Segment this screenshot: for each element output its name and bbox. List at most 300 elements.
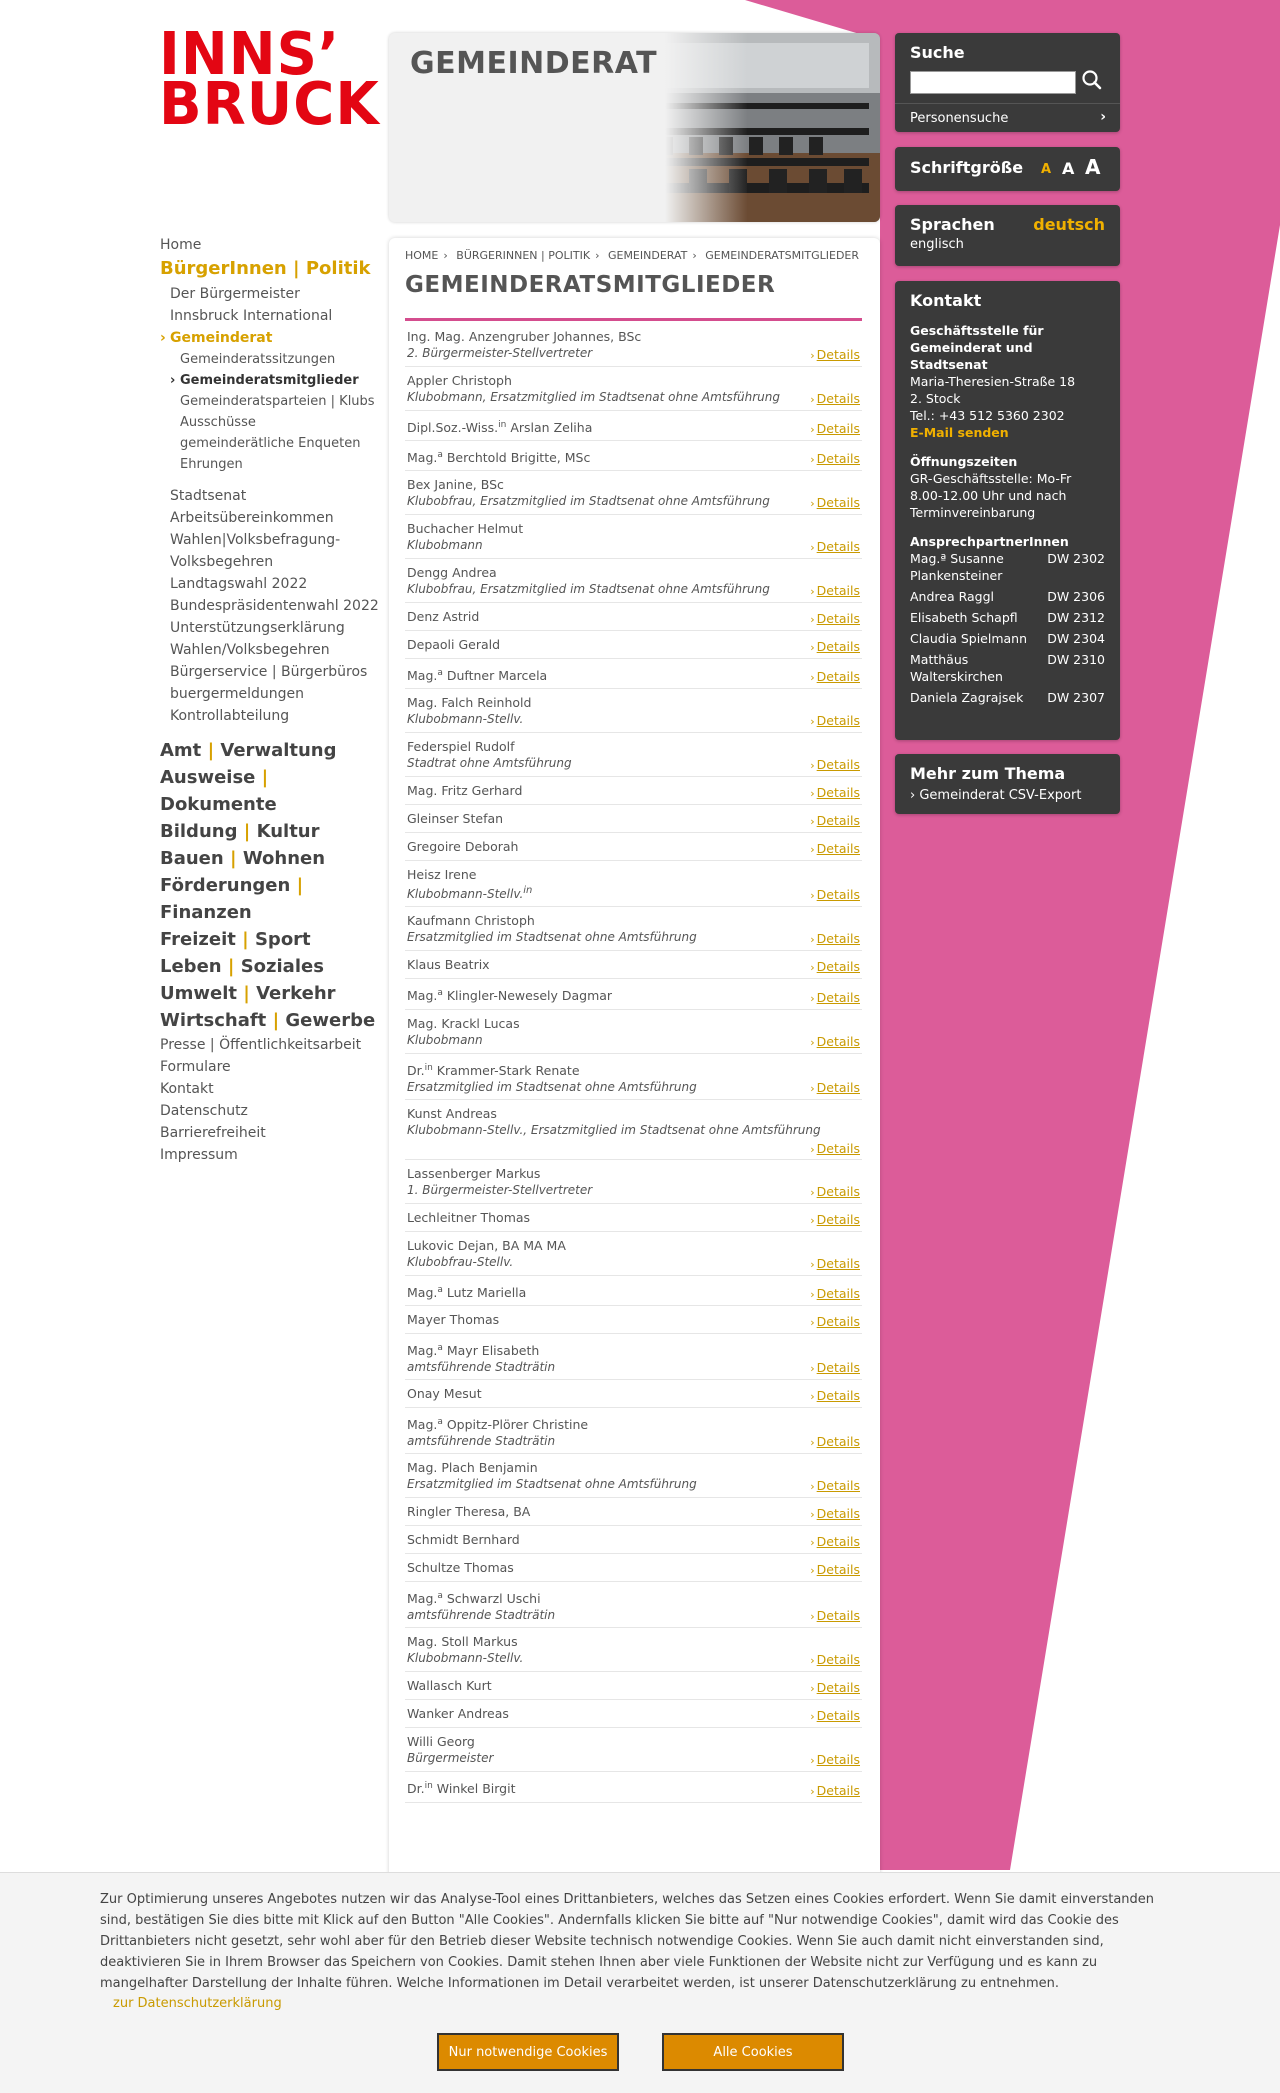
nav-main-label-b: Wohnen xyxy=(242,848,326,869)
font-size-small[interactable]: A xyxy=(1041,162,1052,177)
details-label: Details xyxy=(816,959,860,975)
member-details-link[interactable] xyxy=(810,1708,860,1723)
search-button[interactable] xyxy=(1079,67,1105,93)
contact-person-row xyxy=(910,689,1105,706)
member-role-text: Stadtrat ohne Amtsführung xyxy=(407,756,572,771)
person-search-link[interactable]: Personensuche xyxy=(910,111,1009,126)
chevron-right-icon: › xyxy=(810,787,815,801)
details-label: Details xyxy=(816,1183,860,1199)
details-label: Details xyxy=(816,1079,860,1095)
member-name-text: Denz Astrid xyxy=(407,609,480,625)
member-role-text: Klubobmann-Stellv. xyxy=(407,887,524,902)
member-row xyxy=(405,659,862,689)
nav-main-label-a: Leben xyxy=(160,956,222,977)
contact-person-row xyxy=(910,588,1105,605)
member-role-text: Bürgermeister xyxy=(407,1751,494,1766)
nav-main-category[interactable] xyxy=(160,872,380,926)
chevron-right-icon: › xyxy=(810,1287,815,1301)
member-details-link[interactable] xyxy=(810,451,860,466)
member-row xyxy=(405,1554,862,1582)
member-role-text: Klubobfrau-Stellv. xyxy=(407,1254,514,1269)
member-details-link[interactable] xyxy=(810,1680,860,1695)
site-logo[interactable] xyxy=(159,20,380,139)
chevron-right-icon: › xyxy=(810,641,815,655)
chevron-right-icon: › xyxy=(810,453,815,467)
chevron-right-icon: › xyxy=(810,1536,815,1550)
member-role xyxy=(407,581,862,597)
member-name-text: Krammer-Stark Renate xyxy=(432,1062,580,1078)
details-label: Details xyxy=(816,1534,860,1550)
contact-person-extension: DW 2306 xyxy=(1047,589,1105,604)
member-name-text: Lassenberger Markus xyxy=(407,1165,541,1181)
chevron-right-icon: › xyxy=(810,1508,815,1522)
member-role-text: Ersatzmitglied im Stadtsenat ohne Amtsführung xyxy=(407,1079,697,1094)
nav-main-category[interactable] xyxy=(160,818,380,845)
nav-gemeinderat[interactable] xyxy=(160,327,380,349)
search-panel xyxy=(895,33,1120,132)
member-details-link[interactable] xyxy=(810,1478,860,1493)
nav-barrierefreiheit[interactable]: Barrierefreiheit xyxy=(160,1125,266,1141)
member-role-text: Ersatzmitglied im Stadtsenat ohne Amtsführung xyxy=(407,930,697,945)
member-name-text: Wanker Andreas xyxy=(407,1706,509,1722)
member-role-text: Klubobmann xyxy=(407,1032,483,1047)
chevron-right-icon: › xyxy=(810,889,815,903)
chevron-right-icon: › xyxy=(160,330,166,346)
member-details-link[interactable] xyxy=(810,391,860,406)
member-title-suffix: a xyxy=(437,1284,443,1295)
nav-main-category[interactable] xyxy=(160,980,380,1007)
nav-gemeinderatsparteien[interactable]: Gemeinderatsparteien | Klubs xyxy=(180,394,375,409)
member-row xyxy=(405,1454,862,1498)
details-label: Details xyxy=(816,841,860,857)
member-row xyxy=(405,323,862,367)
chevron-right-icon: › xyxy=(810,541,815,555)
member-name xyxy=(407,1634,862,1650)
contact-person-extension: DW 2304 xyxy=(1047,631,1105,646)
chevron-right-icon: › xyxy=(810,1035,815,1049)
member-name xyxy=(407,1778,862,1797)
member-row xyxy=(405,1100,862,1160)
member-name xyxy=(407,1282,862,1301)
member-role-text: Klubobmann, Ersatzmitglied im Stadtsenat ohne Amtsführung xyxy=(407,390,780,404)
contact-person-name: Andrea Raggl xyxy=(910,589,995,604)
member-row xyxy=(405,1672,862,1700)
member-row xyxy=(405,907,862,951)
nav-ehrungen[interactable]: Ehrungen xyxy=(180,457,243,472)
details-label: Details xyxy=(816,887,860,903)
member-title: Dipl.Soz.-Wiss. xyxy=(407,420,499,436)
member-details-link[interactable] xyxy=(810,1608,860,1623)
member-title: Mag. xyxy=(407,1417,438,1433)
member-name xyxy=(407,1166,862,1182)
member-name xyxy=(407,1238,862,1254)
member-details-link[interactable] xyxy=(810,1360,860,1375)
left-navigation xyxy=(160,236,380,1166)
member-row xyxy=(405,1334,862,1380)
nav-main-label-b: Kultur xyxy=(256,821,320,842)
chevron-right-icon: › xyxy=(810,759,815,773)
member-row xyxy=(405,689,862,733)
member-details-link[interactable] xyxy=(810,1286,860,1301)
nav-impressum[interactable]: Impressum xyxy=(160,1147,238,1163)
nav-buergermeldungen[interactable]: buergermeldungen xyxy=(170,686,305,702)
language-current: deutsch xyxy=(1033,215,1105,234)
member-name-text: Kaufmann Christoph xyxy=(407,913,535,929)
nav-kontakt[interactable]: Kontakt xyxy=(160,1081,214,1097)
member-details-link[interactable] xyxy=(810,495,860,510)
details-label: Details xyxy=(816,1033,860,1049)
member-row xyxy=(405,1526,862,1554)
member-name-text: Lukovic Dejan, BA MA MA xyxy=(407,1237,566,1253)
member-details-link[interactable] xyxy=(810,1434,860,1449)
member-name-text: Heisz Irene xyxy=(407,867,477,883)
member-name xyxy=(407,783,862,799)
member-details-link[interactable] xyxy=(810,1752,860,1767)
breadcrumb-current: GEMEINDERATSMITGLIEDER xyxy=(705,249,860,262)
breadcrumb-separator: › xyxy=(692,249,697,262)
csv-export-link[interactable] xyxy=(910,788,1105,803)
nav-main-category[interactable] xyxy=(160,764,380,818)
search-input[interactable] xyxy=(910,71,1076,94)
member-name-text: Gleinser Stefan xyxy=(407,811,504,827)
member-role xyxy=(407,1122,862,1138)
title-divider xyxy=(405,318,862,321)
chevron-right-icon: › xyxy=(810,349,815,362)
details-label: Details xyxy=(816,1782,860,1798)
hours-text: GR-Geschäftsstelle: Mo-Fr 8.00-12.00 Uhr und nach Terminvereinbarung xyxy=(910,471,1072,520)
member-name xyxy=(407,637,862,653)
nav-der-buergermeister[interactable]: Der Bürgermeister xyxy=(170,286,300,302)
nav-buergerservice[interactable]: Bürgerservice | Bürgerbüros xyxy=(170,664,368,680)
member-name xyxy=(407,811,862,827)
nav-formulare[interactable]: Formulare xyxy=(160,1059,231,1075)
member-name-text: Federspiel Rudolf xyxy=(407,739,515,755)
privacy-link[interactable]: zur Datenschutzerklärung xyxy=(113,1996,282,2011)
member-name xyxy=(407,1560,862,1576)
member-details-link[interactable] xyxy=(810,1184,860,1199)
member-role xyxy=(407,1750,862,1766)
chevron-right-icon: › xyxy=(810,961,815,975)
member-name-text: Mag. Plach Benjamin xyxy=(407,1460,538,1476)
logo-line-1: INNS’ xyxy=(159,20,341,89)
nav-main-category[interactable] xyxy=(160,737,380,764)
member-name-text: Klingler-Newesely Dagmar xyxy=(442,988,613,1004)
member-name xyxy=(407,1016,862,1032)
details-label: Details xyxy=(816,1255,860,1271)
nav-main-label-a: Umwelt xyxy=(160,983,237,1004)
member-details-link[interactable] xyxy=(810,813,860,828)
member-details-link[interactable] xyxy=(810,583,860,598)
member-role-text: Klubobmann-Stellv., Ersatzmitglied im Stadtsenat ohne Amtsführung xyxy=(407,1122,821,1137)
nav-main-label-a: Ausweise xyxy=(160,767,256,788)
member-name-text: Berchtold Brigitte, MSc xyxy=(442,450,591,466)
nav-main-label-a: Bauen xyxy=(160,848,224,869)
cookie-text: Zur Optimierung unseres Angebotes nutzen wir das Analyse-Tool eines Drittanbieters, welches das Setzen eines Cookies erfordert. Wenn Sie damit einverstanden sind, bestätigen Sie dies bitte mit Klick auf den Button "Alle Cookies". Andernfalls klicken Sie bitte auf "Nur notwendige Cookies", damit wird das Cookie des Drittanbieters nicht gesetzt, sehr wohl aber für den Betrieb dieser Website technisch notwendige Cookies. Wenn Sie auch damit nicht einverstanden sind, deaktivieren Sie in Ihrem Browser das Speichern von Cookies. Damit stehen Ihnen aber viele Funktionen der Website nicht zur Verfügung und es kann zu mangelhafter Darstellung der Inhalte führen. Welche Informationen im Detail verarbeitet werden, ist unserer Datenschutzerklärung zu entnehmen. xyxy=(100,1892,1155,1991)
nav-main-label-a: Amt xyxy=(160,740,202,761)
breadcrumb-buergerinnen[interactable]: BÜRGERINNEN | POLITIK xyxy=(456,249,591,262)
nav-unterstuetzungserklaerung[interactable]: Unterstützungserklärung xyxy=(170,620,345,636)
contact-person-row xyxy=(910,651,1105,685)
details-label: Details xyxy=(816,713,860,729)
member-row xyxy=(405,1232,862,1276)
member-name xyxy=(407,373,862,389)
member-name-text: Gregoire Deborah xyxy=(407,839,519,855)
nav-main-label-a: Wirtschaft xyxy=(160,1010,267,1031)
member-row xyxy=(405,441,862,471)
member-row xyxy=(405,777,862,805)
member-name-text: Wallasch Kurt xyxy=(407,1678,492,1694)
details-label: Details xyxy=(816,451,860,467)
nav-main-label-b: Verwaltung xyxy=(220,740,337,761)
details-label: Details xyxy=(816,639,860,655)
chevron-right-icon: › xyxy=(810,991,815,1005)
member-row xyxy=(405,1628,862,1672)
member-title-suffix: a xyxy=(437,1417,443,1428)
details-label: Details xyxy=(816,1562,860,1578)
nav-arbeitsuebereinkommen[interactable]: Arbeitsübereinkommen xyxy=(170,510,334,526)
member-name xyxy=(407,839,862,855)
member-title-suffix: in xyxy=(424,1781,433,1792)
member-name-text: Mag. Falch Reinhold xyxy=(407,695,532,711)
necessary-cookies-button[interactable]: Nur notwendige Cookies xyxy=(437,2033,619,2071)
member-row xyxy=(405,1380,862,1408)
member-name-text: Arslan Zeliha xyxy=(506,420,593,436)
font-size-medium[interactable]: A xyxy=(1062,159,1075,178)
member-row xyxy=(405,861,862,907)
contact-person-name: Elisabeth Schapfl xyxy=(910,610,1018,625)
nav-gemeinderatsmitglieder[interactable] xyxy=(160,370,380,391)
member-row xyxy=(405,1276,862,1306)
nav-main-category[interactable] xyxy=(160,953,380,980)
member-details-link[interactable] xyxy=(810,931,860,946)
details-label: Details xyxy=(816,1680,860,1696)
page-title: GEMEINDERATSMITGLIEDER xyxy=(405,272,776,298)
member-details-link[interactable] xyxy=(810,1783,860,1798)
chevron-right-icon: › xyxy=(810,815,815,829)
breadcrumb-gemeinderat[interactable]: GEMEINDERAT xyxy=(607,249,688,262)
member-details-link[interactable] xyxy=(810,1388,860,1403)
member-name xyxy=(407,1532,862,1548)
breadcrumb-home[interactable]: HOME xyxy=(405,249,439,262)
nav-wahlen-volksbegehren[interactable]: Wahlen/Volksbegehren xyxy=(170,642,330,658)
member-title-suffix: a xyxy=(437,668,443,679)
nav-main-category[interactable] xyxy=(160,845,380,872)
member-role-text: Klubobfrau, Ersatzmitglied im Stadtsenat ohne Amtsführung xyxy=(407,494,770,509)
member-row xyxy=(405,979,862,1009)
member-name xyxy=(407,1734,862,1750)
member-details-link[interactable] xyxy=(810,1256,860,1271)
member-role xyxy=(407,1433,862,1449)
nav-presse[interactable]: Presse | Öffentlichkeitsarbeit xyxy=(160,1037,362,1053)
member-details-link[interactable] xyxy=(810,785,860,800)
member-details-link[interactable] xyxy=(810,1080,860,1095)
contact-email-link[interactable]: E-Mail senden xyxy=(910,425,1009,440)
chevron-right-icon: › xyxy=(810,1081,815,1095)
separator: | xyxy=(223,848,243,869)
details-label: Details xyxy=(816,1285,860,1301)
nav-main-category[interactable] xyxy=(160,1007,380,1034)
member-name xyxy=(407,1678,862,1694)
contact-title: Kontakt xyxy=(910,291,982,310)
member-details-link[interactable] xyxy=(810,1534,860,1549)
member-name-text: Dengg Andrea xyxy=(407,565,497,581)
all-cookies-button[interactable]: Alle Cookies xyxy=(662,2033,844,2071)
font-size-large[interactable]: A xyxy=(1085,155,1101,179)
chevron-right-icon: › xyxy=(810,585,815,599)
nav-main-label-a: Freizeit xyxy=(160,929,236,950)
member-details-link[interactable] xyxy=(810,990,860,1005)
member-details-link[interactable] xyxy=(810,1212,860,1227)
nav-main-label-b: Verkehr xyxy=(256,983,336,1004)
member-title-suffix: in xyxy=(498,420,507,430)
details-label: Details xyxy=(816,347,860,362)
member-details-link[interactable] xyxy=(810,1506,860,1521)
member-name-text: Willi Georg xyxy=(407,1734,475,1750)
separator: | xyxy=(236,983,257,1004)
member-name xyxy=(407,1504,862,1520)
nav-innsbruck-international[interactable]: Innsbruck International xyxy=(170,308,333,324)
contact-person-extension: DW 2312 xyxy=(1047,610,1105,625)
member-name xyxy=(407,1312,862,1328)
member-details-link[interactable] xyxy=(810,421,860,436)
member-role xyxy=(407,1359,862,1375)
contact-person-extension: DW 2307 xyxy=(1047,690,1105,705)
member-title: Mag. xyxy=(407,450,438,466)
member-name-text: Mag. Stoll Markus xyxy=(407,1634,518,1650)
language-english[interactable]: englisch xyxy=(910,237,964,252)
language-title: Sprachen xyxy=(910,215,995,234)
contact-person-name: Claudia Spielmann xyxy=(910,631,1028,646)
member-details-link[interactable] xyxy=(810,757,860,772)
member-details-link[interactable] xyxy=(810,1034,860,1049)
member-row xyxy=(405,1772,862,1802)
language-panel xyxy=(895,205,1120,266)
member-title-suffix: a xyxy=(437,988,443,999)
nav-main-label-a: Bildung xyxy=(160,821,238,842)
nav-home[interactable]: Home xyxy=(160,237,202,253)
details-label: Details xyxy=(816,1313,860,1329)
member-name-text: Oppitz-Plörer Christine xyxy=(442,1417,589,1433)
member-row xyxy=(405,1582,862,1628)
nav-gemeinderatssitzungen[interactable]: Gemeinderatssitzungen xyxy=(180,352,336,367)
details-label: Details xyxy=(816,813,860,829)
member-role xyxy=(407,389,862,405)
nav-kontrollabteilung[interactable]: Kontrollabteilung xyxy=(170,708,290,724)
nav-ausschuesse[interactable]: Ausschüsse xyxy=(180,415,256,430)
contact-person-name: Mag.ª Susanne Plankensteiner xyxy=(910,551,1004,583)
member-details-link[interactable] xyxy=(810,1562,860,1577)
member-role-text: amtsführende Stadträtin xyxy=(407,1608,556,1623)
member-details-link[interactable] xyxy=(810,713,860,728)
nav-bundespraesidentenwahl[interactable]: Bundespräsidentenwahl 2022 xyxy=(170,598,379,614)
chevron-right-icon: › xyxy=(810,1784,815,1798)
member-name-text: Depaoli Gerald xyxy=(407,637,501,653)
contact-person-extension: DW 2310 xyxy=(1047,652,1105,667)
chevron-right-icon: › xyxy=(810,1610,815,1624)
member-title-suffix: in xyxy=(424,1062,433,1073)
nav-stadtsenat[interactable]: Stadtsenat xyxy=(170,488,247,504)
header-title: GEMEINDERAT xyxy=(410,46,658,81)
chevron-right-icon: › xyxy=(810,1142,815,1156)
member-name-text: Lechleitner Thomas xyxy=(407,1209,531,1225)
member-details-link[interactable] xyxy=(810,959,860,974)
member-details-link[interactable] xyxy=(810,887,860,902)
member-role xyxy=(407,1650,862,1666)
member-details-link[interactable] xyxy=(810,1141,860,1156)
member-name-text: Mayer Thomas xyxy=(407,1311,500,1327)
csv-export-label: Gemeinderat CSV-Export xyxy=(919,788,1082,803)
nav-spacer xyxy=(160,475,380,485)
member-role-text: Klubobmann xyxy=(407,538,483,553)
chevron-right-icon[interactable]: › xyxy=(1100,109,1106,125)
member-name-text: Mag. Fritz Gerhard xyxy=(407,783,523,799)
member-details-link[interactable] xyxy=(810,841,860,856)
nav-landtagswahl[interactable]: Landtagswahl 2022 xyxy=(170,576,308,592)
nav-spacer xyxy=(160,727,380,737)
member-role xyxy=(407,493,862,509)
hours-title: Öffnungszeiten xyxy=(910,454,1018,469)
nav-enqueten[interactable]: gemeinderätliche Enqueten xyxy=(180,436,361,451)
member-details-link[interactable] xyxy=(810,639,860,654)
member-name xyxy=(407,1386,862,1402)
member-name-text: Kunst Andreas xyxy=(407,1105,497,1121)
nav-main-category[interactable] xyxy=(160,926,380,953)
nav-gemeinderatsmitglieder-label: Gemeinderatsmitglieder xyxy=(180,373,359,388)
member-name xyxy=(407,447,862,466)
separator: | xyxy=(266,1010,286,1031)
member-row xyxy=(405,1010,862,1054)
member-name xyxy=(407,913,862,929)
contact-person-row xyxy=(910,630,1105,647)
chevron-right-icon: › xyxy=(810,1185,815,1199)
member-name xyxy=(407,565,862,581)
member-row xyxy=(405,833,862,861)
header-banner xyxy=(389,33,880,222)
member-role-text: 1. Bürgermeister-Stellvertreter xyxy=(407,1182,593,1197)
member-name-text: Duftner Marcela xyxy=(442,668,548,684)
member-details-link[interactable] xyxy=(810,1314,860,1329)
member-details-link[interactable] xyxy=(810,611,860,626)
member-name xyxy=(407,1706,862,1722)
nav-datenschutz[interactable]: Datenschutz xyxy=(160,1103,248,1119)
member-name xyxy=(407,739,862,755)
member-details-link[interactable] xyxy=(810,347,860,362)
member-name-text: Schwarzl Uschi xyxy=(442,1591,541,1607)
breadcrumb-separator: › xyxy=(443,249,448,262)
member-details-link[interactable] xyxy=(810,539,860,554)
nav-section-buergerinnen-politik[interactable]: BürgerInnen | Politik xyxy=(160,258,371,279)
chevron-right-icon: › xyxy=(810,1362,815,1376)
chevron-right-icon: › xyxy=(810,1710,815,1724)
member-row xyxy=(405,1054,862,1100)
contact-person-row xyxy=(910,550,1105,584)
cookie-banner xyxy=(0,1872,1280,2093)
details-label: Details xyxy=(816,989,860,1005)
member-row xyxy=(405,471,862,515)
separator: | xyxy=(201,740,221,761)
member-row xyxy=(405,515,862,559)
member-details-link[interactable] xyxy=(810,1652,860,1667)
member-row xyxy=(405,1728,862,1772)
contact-office: Geschäftsstelle für Gemeinderat und Stadtsenat xyxy=(910,323,1044,372)
chevron-right-icon: › xyxy=(810,843,815,857)
member-title-suffix: a xyxy=(437,450,443,461)
member-details-link[interactable] xyxy=(810,669,860,684)
member-name xyxy=(407,1588,862,1607)
nav-gemeinderat-label: Gemeinderat xyxy=(170,330,273,346)
chevron-right-icon: › xyxy=(810,613,815,627)
nav-wahlen-volksbefragung[interactable]: Wahlen|Volksbefragung-Volksbegehren xyxy=(170,532,341,570)
